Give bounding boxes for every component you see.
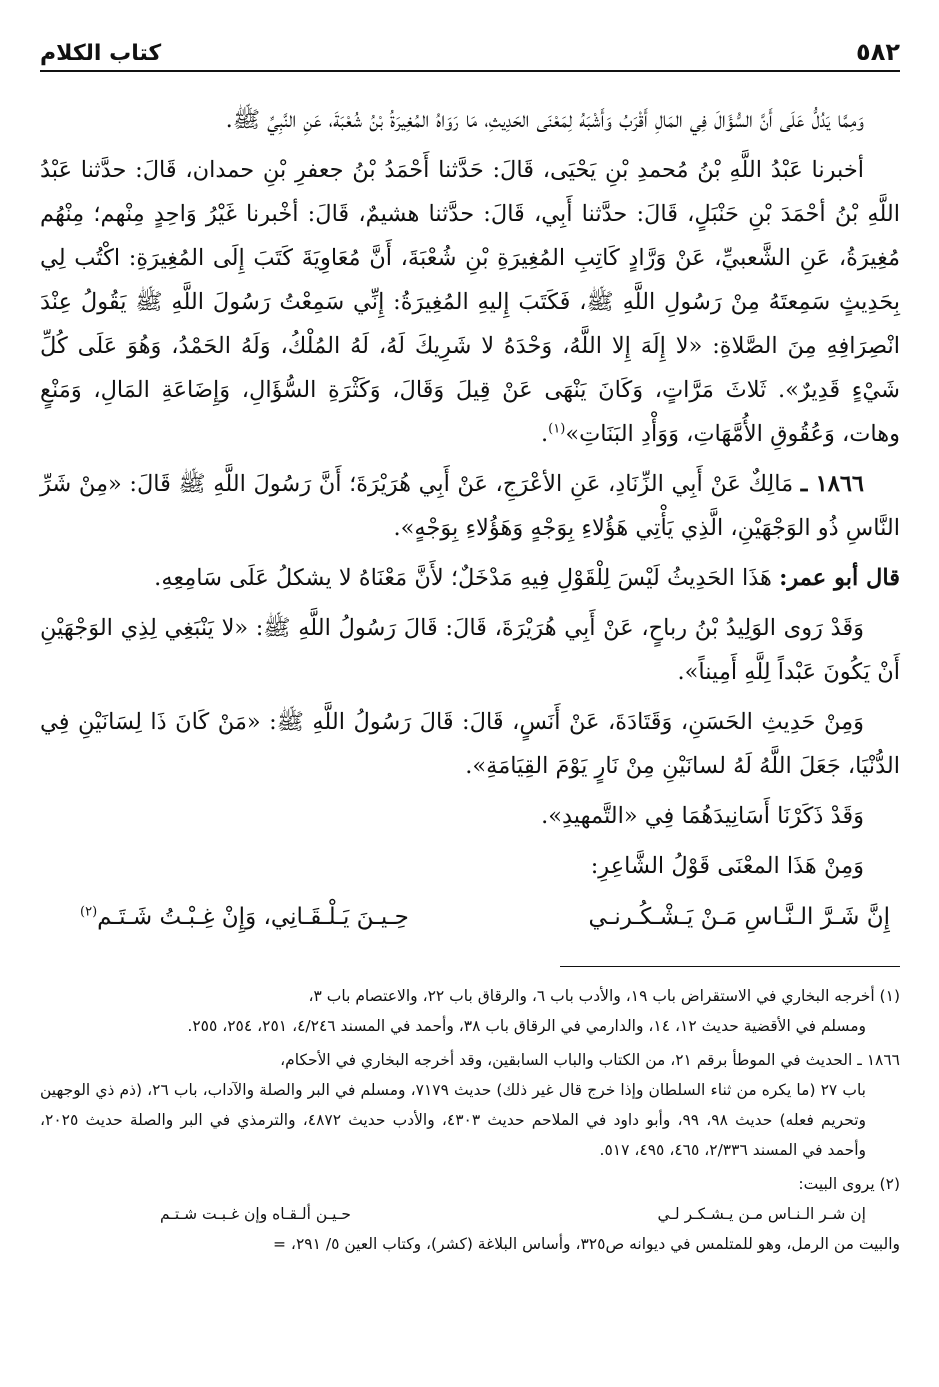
footnote-verse — [40, 1199, 900, 1229]
paragraph-text: مَالِكٌ عَنْ أَبِي الزِّنَادِ، عَنِ الأعْرَجِ، عَنْ أَبِي هُرَيْرَةَ؛ أَنَّ رَسُولَ اللَّهِ ﷺ قَالَ: «مِنْ شَرِّ النَّاسِ ذُو الوَجْهَيْنِ، الَّذِي يَأْتِي هَؤُلاءِ بِوَجْهٍ وَهَؤُلاءِ بِوَجْهٍ». — [40, 471, 900, 541]
paragraph — [40, 556, 900, 600]
footnote-ref[interactable]: (١) — [548, 421, 566, 437]
footnote-line: ١٨٦٦ ـ الحديث في الموطأ برقم ٢١، من الكتاب والباب السابقين، وقد أخرجه البخاري في الأحكام، — [280, 1051, 900, 1069]
footnote-line: ومسلم في الأقضية حديث ١٢، ١٤، والدارمي في الرقاق باب ٣٨، وأحمد في المسند ٤/٢٤٦، ٢٥١، ٢٥٤، ٢٥٥. — [187, 1017, 866, 1035]
footnote-line: باب ٢٧ (ما يكره من ثناء السلطان وإذا خرج قال غير ذلك) حديث ٧١٧٩، ومسلم في البر والصلة والآداب، باب ٢٦، (ذم ذي الوجهين وتحريم فعله) حديث ٩٨، ٩٩، وأبو داود في الملاحم حديث ٤٣٠٣، والأدب حديث ٤٨٧٢، والترمذي في البر والصلة حديث ٢٠٢٥، وأحمد في المسند ٢/٣٣٦، ٤٦٥، ٤٩٥، ٥١٧. — [40, 1081, 866, 1159]
paragraph: وَمِنْ حَدِيثِ الحَسَنِ، وَقَتَادَةَ، عَنْ أَنَسٍ، قَالَ: قَالَ رَسُولُ اللَّهِ ﷺ: «مَنْ كَانَ ذَا لِسَانَيْنِ فِي الدُّنْيَا، جَعَلَ اللَّهُ لَهُ لسانَيْنِ مِنْ نَارٍ يَوْمَ القِيَامَةِ». — [40, 709, 900, 779]
paragraph: وَقَدْ ذَكَرْنَا أَسَانِيدَهُمَا فِي «التَّمهيدِ». — [541, 803, 864, 829]
main-text — [40, 98, 900, 940]
footnote-verse-second: حـيـن ألـقـاه وإن غـبـت شـتـم — [160, 1205, 351, 1223]
footnote-1 — [40, 981, 900, 1041]
footnotes — [40, 981, 900, 1259]
footnote-ref[interactable]: (٢) — [80, 904, 98, 920]
poem-verse — [40, 894, 900, 940]
verse-second-hemistich: حِـيـنَ يَـلْـقَـانِي، وَإِنْ غِـبْـتُ شَـتَـم — [97, 904, 409, 930]
footnote-divider — [560, 966, 900, 967]
hadith-paragraph — [40, 462, 900, 550]
book-title: كتاب الكلام — [40, 41, 162, 66]
book-page — [40, 26, 900, 1366]
paragraph-text: أخبرنا عَبْدُ اللَّهِ بْنُ مُحمدِ بْنِ يَحْيَى، قَالَ: حَدَّثنا أَحْمَدُ بْنُ جعفرِ بْنِ حمدان، قَالَ: حدَّثنا عَبْدُ اللَّهِ بْنُ أحْمَدَ بْنِ حَنْبَلٍ، قَالَ: حدَّثنا أَبِي، قَالَ: حدَّثنا هشيمٌ، قَالَ: أخْبرنا غَيْرُ وَاحِدٍ مِنْهم؛ مِنْهُم مُغِيرَةُ، عَنِ الشَّعبيِّ، عَنْ وَرَّادٍ كَاتِبِ المُغِيرَةِ بْنِ شُعْبَةَ، أَنَّ مُعَاوِيَةَ كَتَبَ إِلَى المُغِيرَةِ: اكْتُب لِي بِحَدِيثٍ سَمِعتَهُ مِنْ رَسُولِ اللَّهِ ﷺ، فَكَتَبَ إِليهِ المُغِيرَةُ: إِنِّي سَمِعْتُ رَسُولَ اللَّهِ ﷺ يَقُولُ عِنْدَ انْصِرَافِهِ مِنَ الصَّلاةِ: «لا إِلَهَ إِلا اللَّهُ، وَحْدَهُ لا شَرِيكَ لَهُ، لَهُ المُلْكُ، وَلَهُ الحَمْدُ، وَهُوَ عَلَى كُلِّ شَيْءٍ قَدِيرٌ». ثَلاثَ مَرَّاتٍ، وَكَانَ يَنْهَى عَنْ قِيلَ وَقَالَ، وَكَثْرَةِ السُّؤَالِ، وَإِضَاعَةِ المَالِ، وَمَنْعٍ وهات، وَعُقُوقِ الأُمَّهَاتِ، وَوَأْدِ البَنَاتِ» — [40, 157, 900, 447]
verse-second-hemistich-wrap — [80, 894, 409, 940]
verse-first-hemistich: إِنَّ شَـرَّ الـنَّـاسِ مَـنْ يَـشْـكُـرنـي — [588, 904, 890, 930]
page-number: ٥٨٢ — [856, 38, 900, 66]
footnote-2 — [40, 1169, 900, 1259]
speaker-label: قال أبو عمر: — [779, 565, 900, 591]
paragraph: وَقَدْ رَوى الوَلِيدُ بْنُ رباحٍ، عَنْ أَبِي هُرَيْرَةَ، قَالَ: قَالَ رَسُولُ اللَّهِ ﷺ: «لا يَنْبَغِي لِذِي الوَجْهَيْنِ أَنْ يَكُونَ عَبْداً لِلَّهِ أَمِيناً». — [40, 615, 900, 685]
paragraph-text: هَذَا الحَدِيثُ لَيْسَ لِلْقَوْلِ فِيهِ مَدْخَلٌ؛ لأَنَّ مَعْنَاهُ لا يشكلُ عَلَى سَامِعِهِ. — [154, 565, 772, 591]
hadith-number: ١٨٦٦ ـ — [800, 471, 864, 497]
paragraph: أخبرنا عَبْدُ اللَّهِ بْنُ مُحمدِ بْنِ يَحْيَى، قَالَ: حَدَّثنا أَحْمَدُ بْنُ جعفرِ بْنِ حمدان، قَالَ: حدَّثنا عَبْدُ اللَّهِ بْنُ أحْمَدَ بْنِ حَنْبَلٍ، قَالَ: حدَّثنا أَبِي، قَالَ: حدَّثنا هشيمٌ، قَالَ: أخْبرنا غَيْرُ وَاحِدٍ مِنْهم؛ مِنْهُم مُغِيرَةُ، عَنِ الشَّعبيِّ، عَنْ وَرَّادٍ كَاتِبِ المُغِيرَةِ بْنِ شُعْبَةَ، أَنَّ مُعَاوِيَةَ كَتَبَ إِلَى المُغِيرَةِ: اكْتُب لِي بِحَدِيثٍ سَمِعتَهُ مِنْ رَسُولِ اللَّهِ ﷺ، فَكَتَبَ إِليهِ المُغِيرَةُ: إِنِّي سَمِعْتُ رَسُولَ اللَّهِ ﷺ يَقُولُ عِنْدَ انْصِرَافِهِ مِنَ الصَّلاةِ: «لا إِلَهَ إِلا اللَّهُ، وَحْدَهُ لا شَرِيكَ لَهُ، لَهُ المُلْكُ، وَلَهُ الحَمْدُ، وَهُوَ عَلَى كُلِّ شَيْءٍ قَدِيرٌ». ثَلاثَ مَرَّاتٍ، وَكَانَ يَنْهَى عَنْ قِيلَ وَقَالَ، وَكَثْرَةِ السُّؤَالِ، وَإِضَاعَةِ المَالِ، وَمَنْعٍ وهات، وَعُقُوقِ الأُمَّهَاتِ، وَوَأْدِ البَنَاتِ»$^{(١)}$. — [40, 157, 900, 447]
paragraph: وَمِنْ هَذَا المعْنَى قَوْلُ الشَّاعِرِ: — [590, 853, 864, 879]
footnote-verse-first: إن شـر الـنـاس مـن يـشـكـر لـي — [657, 1205, 866, 1223]
footnote-line: والبيت من الرمل، وهو للمتلمس في ديوانه ص٣٢٥، وأساس البلاغة (كشر)، وكتاب العين ٥/ ٢٩١، = — [273, 1235, 900, 1253]
page-header — [40, 26, 900, 72]
footnote-line: (١) أخرجه البخاري في الاستقراض باب ١٩، والأدب باب ٦، والرقاق باب ٢٢، والاعتصام باب ٣، — [308, 987, 900, 1005]
footnote-hadith-1866 — [40, 1045, 900, 1165]
footnote-line: (٢) يروى البيت: — [798, 1175, 900, 1193]
paragraph: وَمِمَّا يَدُلُّ عَلَى أَنَّ السُّؤَالَ فِي المَالِ أَقْرَبُ وَأَشْبَهُ لِمَعْنَى الحَدِيثِ، مَا رَوَاهُ المُغِيرَةُ بْنُ شُعْبَةَ، عَنِ النَّبِيِّ ﷺ. — [225, 107, 864, 133]
